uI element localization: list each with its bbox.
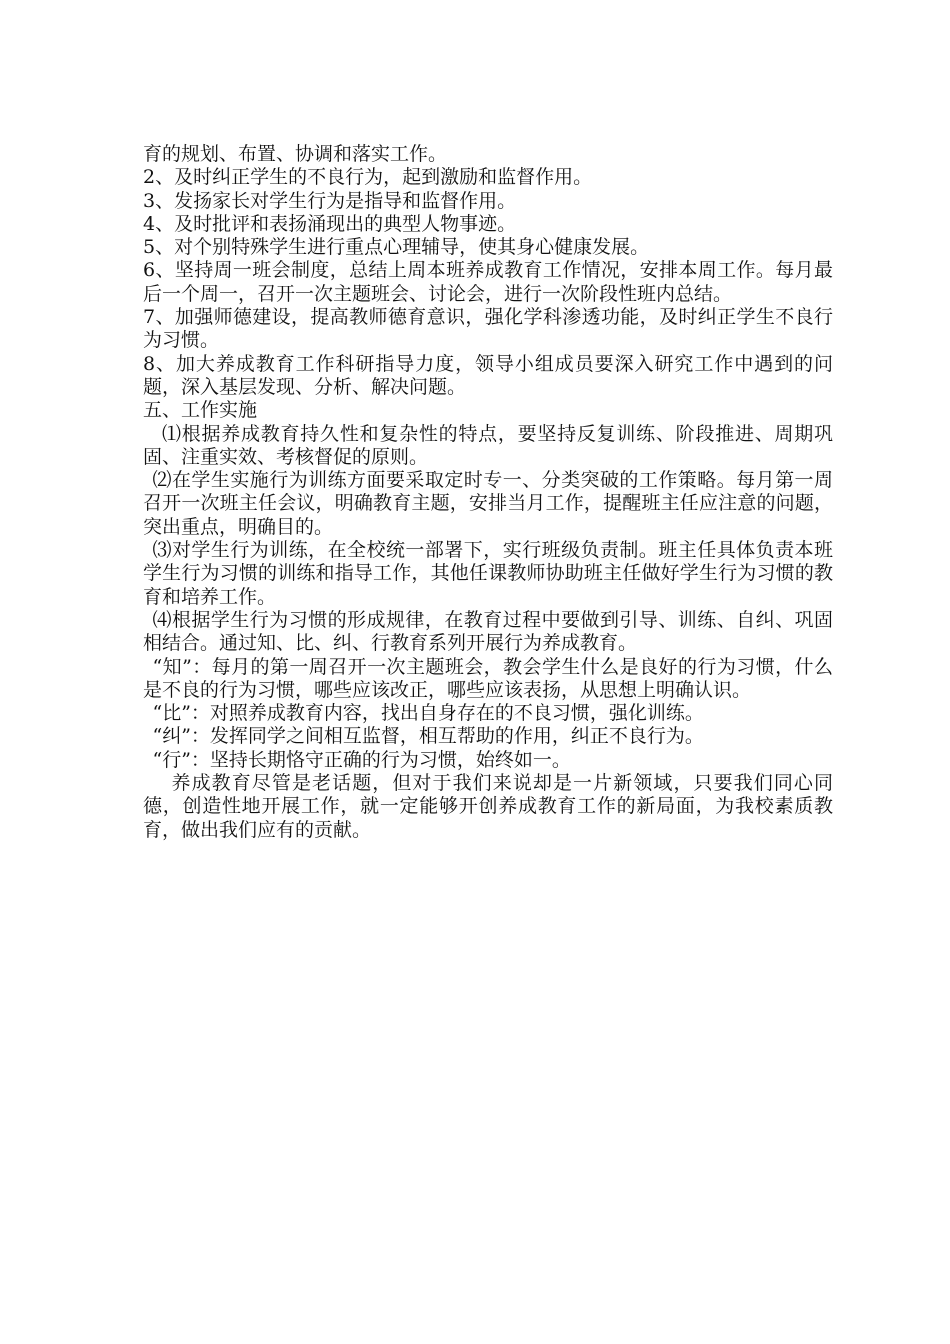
section-heading: 五、工作实施 [143,399,258,422]
paragraph-bi: “比”：对照养成教育内容，找出自身存在的不良习惯，强化训练。 [152,702,704,725]
paragraph-item-5: 5、对个别特殊学生进行重点心理辅导，使其身心健康发展。 [143,236,650,259]
paragraph-jiu: “纠”：发挥同学之间相互监督，相互帮助的作用，纠正不良行为。 [152,725,704,748]
paragraph-conclusion: 养成教育尽管是老话题，但对于我们来说却是一片新领域，只要我们同心同德，创造性地开展工作，就一定能够开创养成教育工作的新局面，为我校素质教育，做出我们应有的贡献。 [143,772,833,841]
document-page [143,143,833,842]
paragraph-xing: “行”：坚持长期恪守正确的行为习惯，始终如一。 [152,748,571,771]
paragraph-step-1: ⑴根据养成教育持久性和复杂性的特点，要坚持反复训练、阶段推进、周期巩固、注重实效、考核督促的原则。 [143,422,833,468]
paragraph-step-2: ⑵在学生实施行为训练方面要采取定时专一、分类突破的工作策略。每月第一周召开一次班主任会议，明确教育主题，安排当月工作，提醒班主任应注意的问题，突出重点，明确目的。 [143,469,833,538]
paragraph-item-4: 4、及时批评和表扬涌现出的典型人物事迹。 [143,212,517,235]
paragraph-step-3: ⑶对学生行为训练，在全校统一部署下，实行班级负责制。班主任具体负责本班学生行为习惯的训练和指导工作，其他任课教师协助班主任做好学生行为习惯的教育和培养工作。 [143,539,833,608]
paragraph-item-3: 3、发扬家长对学生行为是指导和监督作用。 [143,189,517,212]
paragraph-item-2: 2、及时纠正学生的不良行为，起到激励和监督作用。 [143,166,593,189]
paragraph-continuation: 育的规划、布置、协调和落实工作。 [143,143,448,165]
paragraph-item-7: 7、加强师德建设，提高教师德育意识，强化学科渗透功能，及时纠正学生不良行为习惯。 [143,306,833,352]
paragraph-item-6: 6、坚持周一班会制度，总结上周本班养成教育工作情况，安排本周工作。每月最后一个周一，召开一次主题班会、讨论会，进行一次阶段性班内总结。 [143,259,833,305]
paragraph-item-8: 8、加大养成教育工作科研指导力度，领导小组成员要深入研究工作中遇到的问题，深入基层发现、分析、解决问题。 [143,352,833,398]
paragraph-zhi: “知”：每月的第一周召开一次主题班会，教会学生什么是良好的行为习惯，什么是不良的行为习惯，哪些应该改正，哪些应该表扬，从思想上明确认识。 [143,655,833,701]
paragraph-step-4: ⑷根据学生行为习惯的形成规律，在教育过程中要做到引导、训练、自纠、巩固相结合。通过知、比、纠、行教育系列开展行为养成教育。 [143,608,833,655]
